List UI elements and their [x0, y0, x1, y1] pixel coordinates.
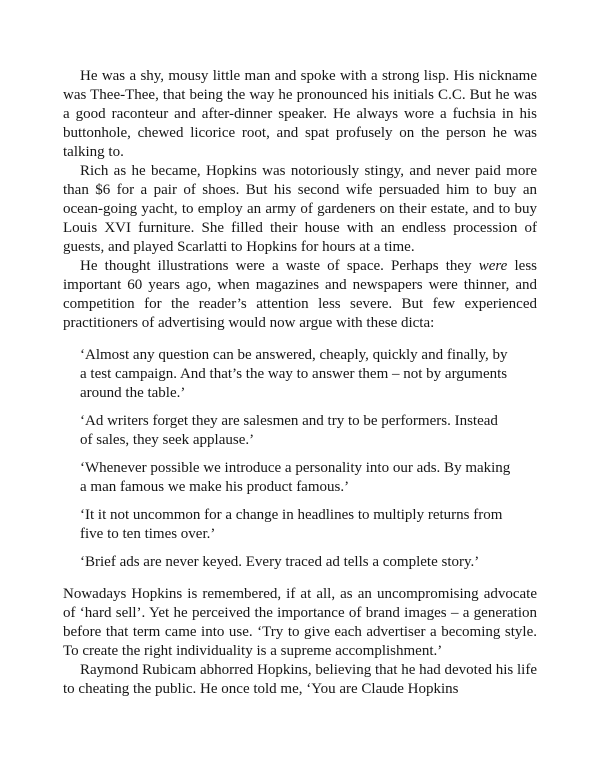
paragraph-hopkins-stingy: Rich as he became, Hopkins was notoriously stingy, and never paid more than $6 for a pair of shoes. But his second wife persuaded him to buy an ocean-going yacht, to employ an army of gardeners on their estate, and to buy Louis XVI furniture. She filled their house with an endless procession of guests, and played Scarlatti to Hopkins for hours at a time.: [63, 163, 537, 255]
paragraph-rubicam: Raymond Rubicam abhorred Hopkins, believing that he had devoted his life to cheating the public. He once told me, ‘You are Claude Hopkins: [63, 662, 537, 697]
paragraph-illustrations: [63, 257, 537, 333]
quote-brief-ads: ‘Brief ads are never keyed. Every traced ad tells a complete story.’: [80, 554, 480, 570]
quote-personality: ‘Whenever possible we introduce a personality into our ads. By making a man famous we make his product famous.’: [80, 460, 511, 495]
dicta-quote-list: [63, 346, 512, 572]
quote-test-campaign: ‘Almost any question can be answered, cheaply, quickly and finally, by a test campaign. And that’s the way to answer them – not by arguments around the table.’: [80, 347, 508, 401]
text-column: [63, 67, 537, 699]
paragraph-hopkins-description: He was a shy, mousy little man and spoke with a strong lisp. His nickname was Thee-Thee, that being the way he pronounced his initials C.C. But he was a good raconteur and after-dinner speaker. He always wore a fuchsia in his buttonhole, chewed licorice root, and spat profusely on the person he was talking to.: [63, 68, 537, 160]
paragraph-segment-post: less important 60 years ago, when magazines and newspapers were thinner, and competition for the reader’s attention less severe. But few experienced practitioners of advertising would now argue with these dicta:: [63, 258, 538, 331]
paragraph-nowadays: Nowadays Hopkins is remembered, if at all, as an uncompromising advocate of ‘hard sell’. Yet he perceived the importance of brand images – a generation before that term came into use. ‘Try to give each advertiser a becoming style. To create the right individuality is a supreme accomplishment.’: [63, 586, 537, 659]
paragraph-segment-pre: He thought illustrations were a waste of space. Perhaps they: [80, 258, 479, 274]
italic-word-were: were: [478, 258, 508, 274]
quote-headlines: ‘It it not uncommon for a change in headlines to multiply returns from five to ten times over.’: [80, 507, 503, 542]
quote-ad-writers: ‘Ad writers forget they are salesmen and try to be performers. Instead of sales, they seek applause.’: [80, 413, 498, 448]
